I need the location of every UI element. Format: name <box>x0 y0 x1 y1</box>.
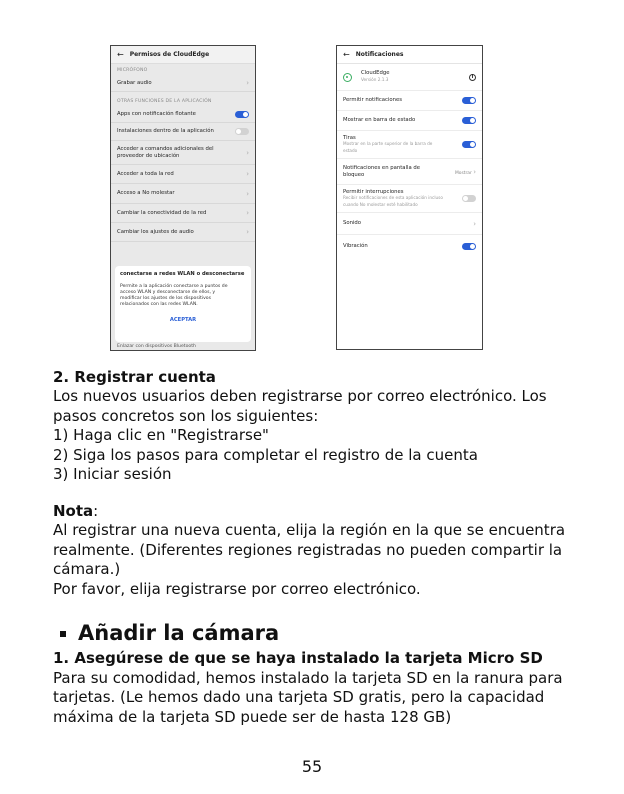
chevron-right-icon: › <box>246 228 249 236</box>
add-camera-section <box>53 621 583 727</box>
permissions-screenshot <box>110 45 256 351</box>
section-otras-funciones: OTRAS FUNCIONES DE LA APLICACIÓN <box>117 99 212 104</box>
square-bullet-icon <box>60 631 66 637</box>
row-apps-notificacion-flotante[interactable] <box>111 106 255 123</box>
row-label: Mostrar en barra de estado <box>343 117 416 124</box>
row-sonido[interactable] <box>337 213 482 235</box>
toggle-switch-on[interactable] <box>235 111 249 118</box>
nota-line-2: Por favor, elija registrarse por correo electrónico. <box>53 579 421 598</box>
sd-card-heading: 1. Asegúrese de que se haya instalado la tarjeta Micro SD <box>53 649 543 668</box>
sd-card-body: Para su comodidad, hemos instalado la tarjeta SD en la ranura para tarjetas. (Le hemos dado una tarjeta SD gratis, pero la capacidad máxima de la tarjeta SD puede ser de hasta 128 GB) <box>53 668 563 726</box>
row-label: Instalaciones dentro de la aplicación <box>117 128 214 135</box>
app-version: Versión 2.1.3 <box>361 77 389 82</box>
chevron-right-icon: › <box>473 219 476 228</box>
chevron-right-icon: › <box>246 189 249 198</box>
row-label: Acceso a No molestar <box>117 190 175 197</box>
toggle-switch-on[interactable] <box>462 141 476 148</box>
info-icon[interactable]: i <box>469 74 476 81</box>
cloudedge-app-icon <box>343 73 352 82</box>
page-number: 55 <box>301 757 323 776</box>
notifications-header <box>337 46 482 64</box>
section-registro <box>53 368 583 484</box>
toggle-switch-off[interactable] <box>462 195 476 202</box>
row-vibracion[interactable] <box>337 235 482 257</box>
chevron-right-icon: › <box>246 148 249 157</box>
chevron-right-icon: › <box>246 79 249 87</box>
row-barra-estado[interactable] <box>337 111 482 131</box>
row-acceder-red[interactable] <box>111 165 255 184</box>
row-label: Sonido <box>343 220 362 227</box>
registro-step-3: 3) Iniciar sesión <box>53 465 172 484</box>
row-sublabel: Recibir notificaciones de esta aplicación incluso cuando No molestar esté habilitado <box>343 195 443 207</box>
row-label: Acceder a comandos adicionales del proveedor de ubicación <box>117 145 214 159</box>
add-camera-title: Añadir la cámara <box>78 621 280 645</box>
dialog-body: Permite a la aplicación conectarse a puntos de acceso WLAN y desconectarse de ellos, y modificar los ajustes de los dispositivos relacionados con las redes WLAN. <box>120 284 228 307</box>
app-name: CloudEdge <box>361 70 390 77</box>
chevron-right-icon: › <box>246 170 249 178</box>
row-label: Tiras <box>343 134 356 141</box>
row-label: Acceder a toda la red <box>117 170 174 177</box>
wlan-permission-dialog <box>115 266 251 342</box>
toggle-switch-on[interactable] <box>462 117 476 124</box>
row-label: Apps con notificación flotante <box>117 110 196 117</box>
toggle-switch-on[interactable] <box>462 97 476 104</box>
registro-step-1: 1) Haga clic en "Registrarse" <box>53 426 269 445</box>
back-arrow-icon[interactable]: ← <box>343 50 350 59</box>
dialog-title: conectarse a redes WLAN o desconectarse <box>120 271 245 277</box>
registro-paragraph: Los nuevos usuarios deben registrarse por correo electrónico. Los pasos concretos son los siguientes: <box>53 387 547 425</box>
nota-body: Al registrar una nueva cuenta, elija la región en la que se encuentra realmente. (Diferentes regiones registradas no pueden compartir la cámara.) <box>53 521 566 579</box>
registro-step-2: 2) Siga los pasos para completar el registro de la cuenta <box>53 445 478 464</box>
row-label: Permitir notificaciones <box>343 97 403 104</box>
add-camera-title-row <box>53 621 583 645</box>
row-label: Cambiar la conectividad de la red <box>117 209 207 216</box>
row-grabar-audio[interactable] <box>111 75 255 92</box>
row-instalaciones[interactable] <box>111 123 255 141</box>
toggle-switch-on[interactable] <box>462 243 476 250</box>
nota-colon: : <box>93 502 99 520</box>
notifications-title: Notificaciones <box>355 51 404 58</box>
row-permitir-notificaciones[interactable] <box>337 91 482 111</box>
section-microfono: MICRÓFONO <box>117 68 148 73</box>
row-label: Vibración <box>343 242 368 249</box>
toggle-switch-off[interactable] <box>235 128 249 135</box>
row-label: Cambiar los ajustes de audio <box>117 228 194 235</box>
row-value: Mostrar <box>454 170 472 176</box>
under-dialog-row: Enlazar con dispositivos Bluetooth <box>117 344 196 349</box>
row-no-molestar[interactable] <box>111 184 255 204</box>
row-ajustes-audio[interactable] <box>111 223 255 242</box>
row-comandos-ubicacion[interactable] <box>111 141 255 165</box>
row-label: Grabar audio <box>117 79 152 86</box>
permissions-header <box>111 46 255 64</box>
app-info-row <box>337 64 482 91</box>
row-conectividad[interactable] <box>111 204 255 223</box>
chevron-right-icon: › <box>246 209 249 217</box>
notifications-screenshot <box>336 45 483 350</box>
row-label: Permitir interrupciones <box>343 188 404 195</box>
nota-section <box>53 502 583 599</box>
row-tiras[interactable] <box>337 131 482 159</box>
row-label: Notificaciones en pantalla de bloqueo <box>343 164 421 178</box>
back-arrow-icon[interactable]: ← <box>117 50 124 59</box>
accept-button[interactable]: ACEPTAR <box>169 316 197 323</box>
row-sublabel: Mostrar en la parte superior de la barra de estado <box>343 141 433 153</box>
registro-heading: 2. Registrar cuenta <box>53 368 216 386</box>
row-pantalla-bloqueo[interactable] <box>337 159 482 185</box>
permissions-title: Permisos de CloudEdge <box>129 51 210 58</box>
row-interrupciones[interactable] <box>337 185 482 213</box>
chevron-right-icon: › <box>473 167 476 176</box>
nota-label: Nota <box>53 502 94 520</box>
